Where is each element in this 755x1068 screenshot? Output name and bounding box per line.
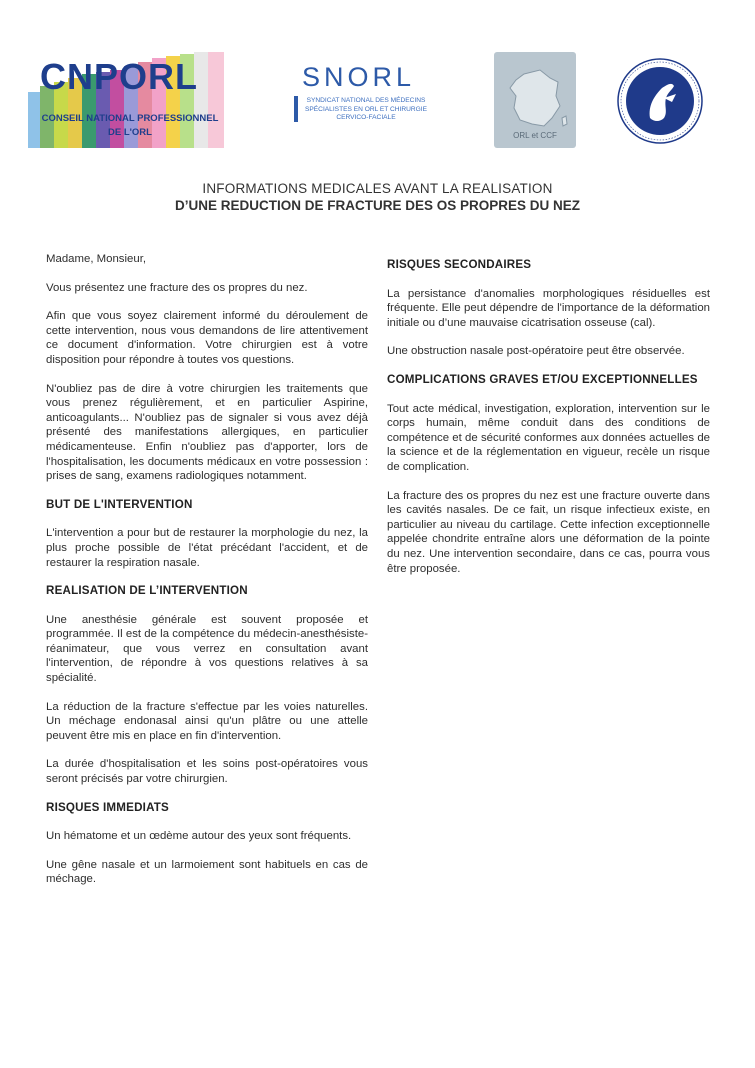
but-paragraph: L'intervention a pour but de restaurer la morphologie du nez, la plus proche possible de l'état précédant l'accident, et de restaurer la respiration nasale. (46, 527, 368, 569)
realisation-paragraph-2: La réduction de la fracture s'effectue par les voies naturelles. Un méchage endonasal ainsi qu'un plâtre ou une attelle peuvent être mis en place en fin d'intervention. (46, 700, 368, 742)
right-column (387, 258, 710, 590)
risques-immediats-paragraph-2: Une gêne nasale et un larmoiement sont habituels en cas de méchage. (46, 858, 368, 886)
section-heading-realisation: REALISATION DE L’INTERVENTION (46, 584, 248, 598)
france-map-logo (494, 52, 576, 148)
section-heading-risques-immediats: RISQUES IMMEDIATS (46, 800, 169, 814)
document-title-line1: INFORMATIONS MEDICALES AVANT LA REALISATION (202, 181, 553, 196)
snorl-logo-bar (294, 96, 298, 122)
society-seal-icon (614, 58, 706, 144)
information-paragraph: Afin que vous soyez clairement informé du déroulement de cette intervention, nous vous demandons de lire attentivement ce document d'information. Votre chirurgien est à votre disposition pour répondre à toutes vos questions. (46, 310, 368, 366)
snorl-logo-title: SNORL (302, 62, 416, 92)
risques-immediats-paragraph-1: Un hématome et un œdème autour des yeux sont fréquents. (46, 830, 352, 843)
cnporl-logo-subtitle: CONSEIL NATIONAL PROFESSIONNEL DE L'ORL (41, 113, 219, 138)
intro-paragraph: Vous présentez une fracture des os propres du nez. (46, 281, 308, 294)
treatments-paragraph: N'oubliez pas de dire à votre chirurgien les traitements que vous prenez régulièrement, et en particulier Aspirine, anticoagulants... N'oubliez pas de signaler si vous avez déjà présenté des manifestations allergiques, en particulier médicamenteuse. Enfin n'oubliez pas d'apporter, lors de l'hospitalisation, les documents médicaux en votre possession : prises de sang, examens radiologiques notamment. (46, 382, 368, 483)
greeting-paragraph: Madame, Monsieur, (46, 253, 147, 265)
document-title-line2: D’UNE REDUCTION DE FRACTURE DES OS PROPRES DU NEZ (174, 198, 581, 213)
cnporl-logo (28, 52, 224, 148)
section-heading-but: BUT DE L'INTERVENTION (46, 497, 193, 511)
left-column (46, 252, 368, 901)
section-heading-risques-secondaires: RISQUES SECONDAIRES (387, 258, 532, 271)
complications-paragraph-1: Tout acte médical, investigation, exploration, intervention sur le corps humain, même conduit dans des conditions de compétence et de sécurité conformes aux données actuelles de la science et de la réglementation en vigueur, recèle un risque de complication. (387, 402, 710, 473)
risques-secondaires-paragraph-1: La persistance d'anomalies morphologiques résiduelles est fréquente. Elle peut dépendre de l'importance de la déformation initiale ou d’une mauvaise cicatrisation osseuse (cal). (387, 287, 710, 329)
cnporl-logo-title: CNPORL (40, 56, 198, 97)
risques-secondaires-paragraph-2: Une obstruction nasale post-opératoire peut être observée. (387, 345, 685, 358)
section-heading-complications: COMPLICATIONS GRAVES ET/OU EXCEPTIONNELLES (387, 372, 698, 386)
society-seal-logo (614, 58, 706, 144)
realisation-paragraph-1: Une anesthésie générale est souvent proposée et programmée. Il est de la compétence du médecin-anesthésiste-réanimateur, que vous verrez en consultation avant l'intervention, de répondre à vos questions relatives à sa spécialité. (46, 613, 368, 685)
snorl-logo-subtitle: SYNDICAT NATIONAL DES MÉDECINS SPÉCIALISTES EN ORL ET CHIRURGIE CERVICO-FACIALE (304, 97, 427, 121)
realisation-paragraph-3: La durée d'hospitalisation et les soins post-opératoires vous seront précisés par votre chirurgien. (46, 758, 368, 786)
france-map-logo-caption: ORL et CCF (513, 131, 557, 140)
snorl-logo (292, 62, 432, 132)
complications-paragraph-2: La fracture des os propres du nez est une fracture ouverte dans les cavités nasales. De ce fait, un risque infectieux existe, en particulier au niveau du cartilage. Cette infection exceptionnelle appelée chondrite entraîne alors une déformation de la pointe du nez. Une intervention secondaire, dans ce cas, pourra vous être proposée. (387, 489, 710, 575)
